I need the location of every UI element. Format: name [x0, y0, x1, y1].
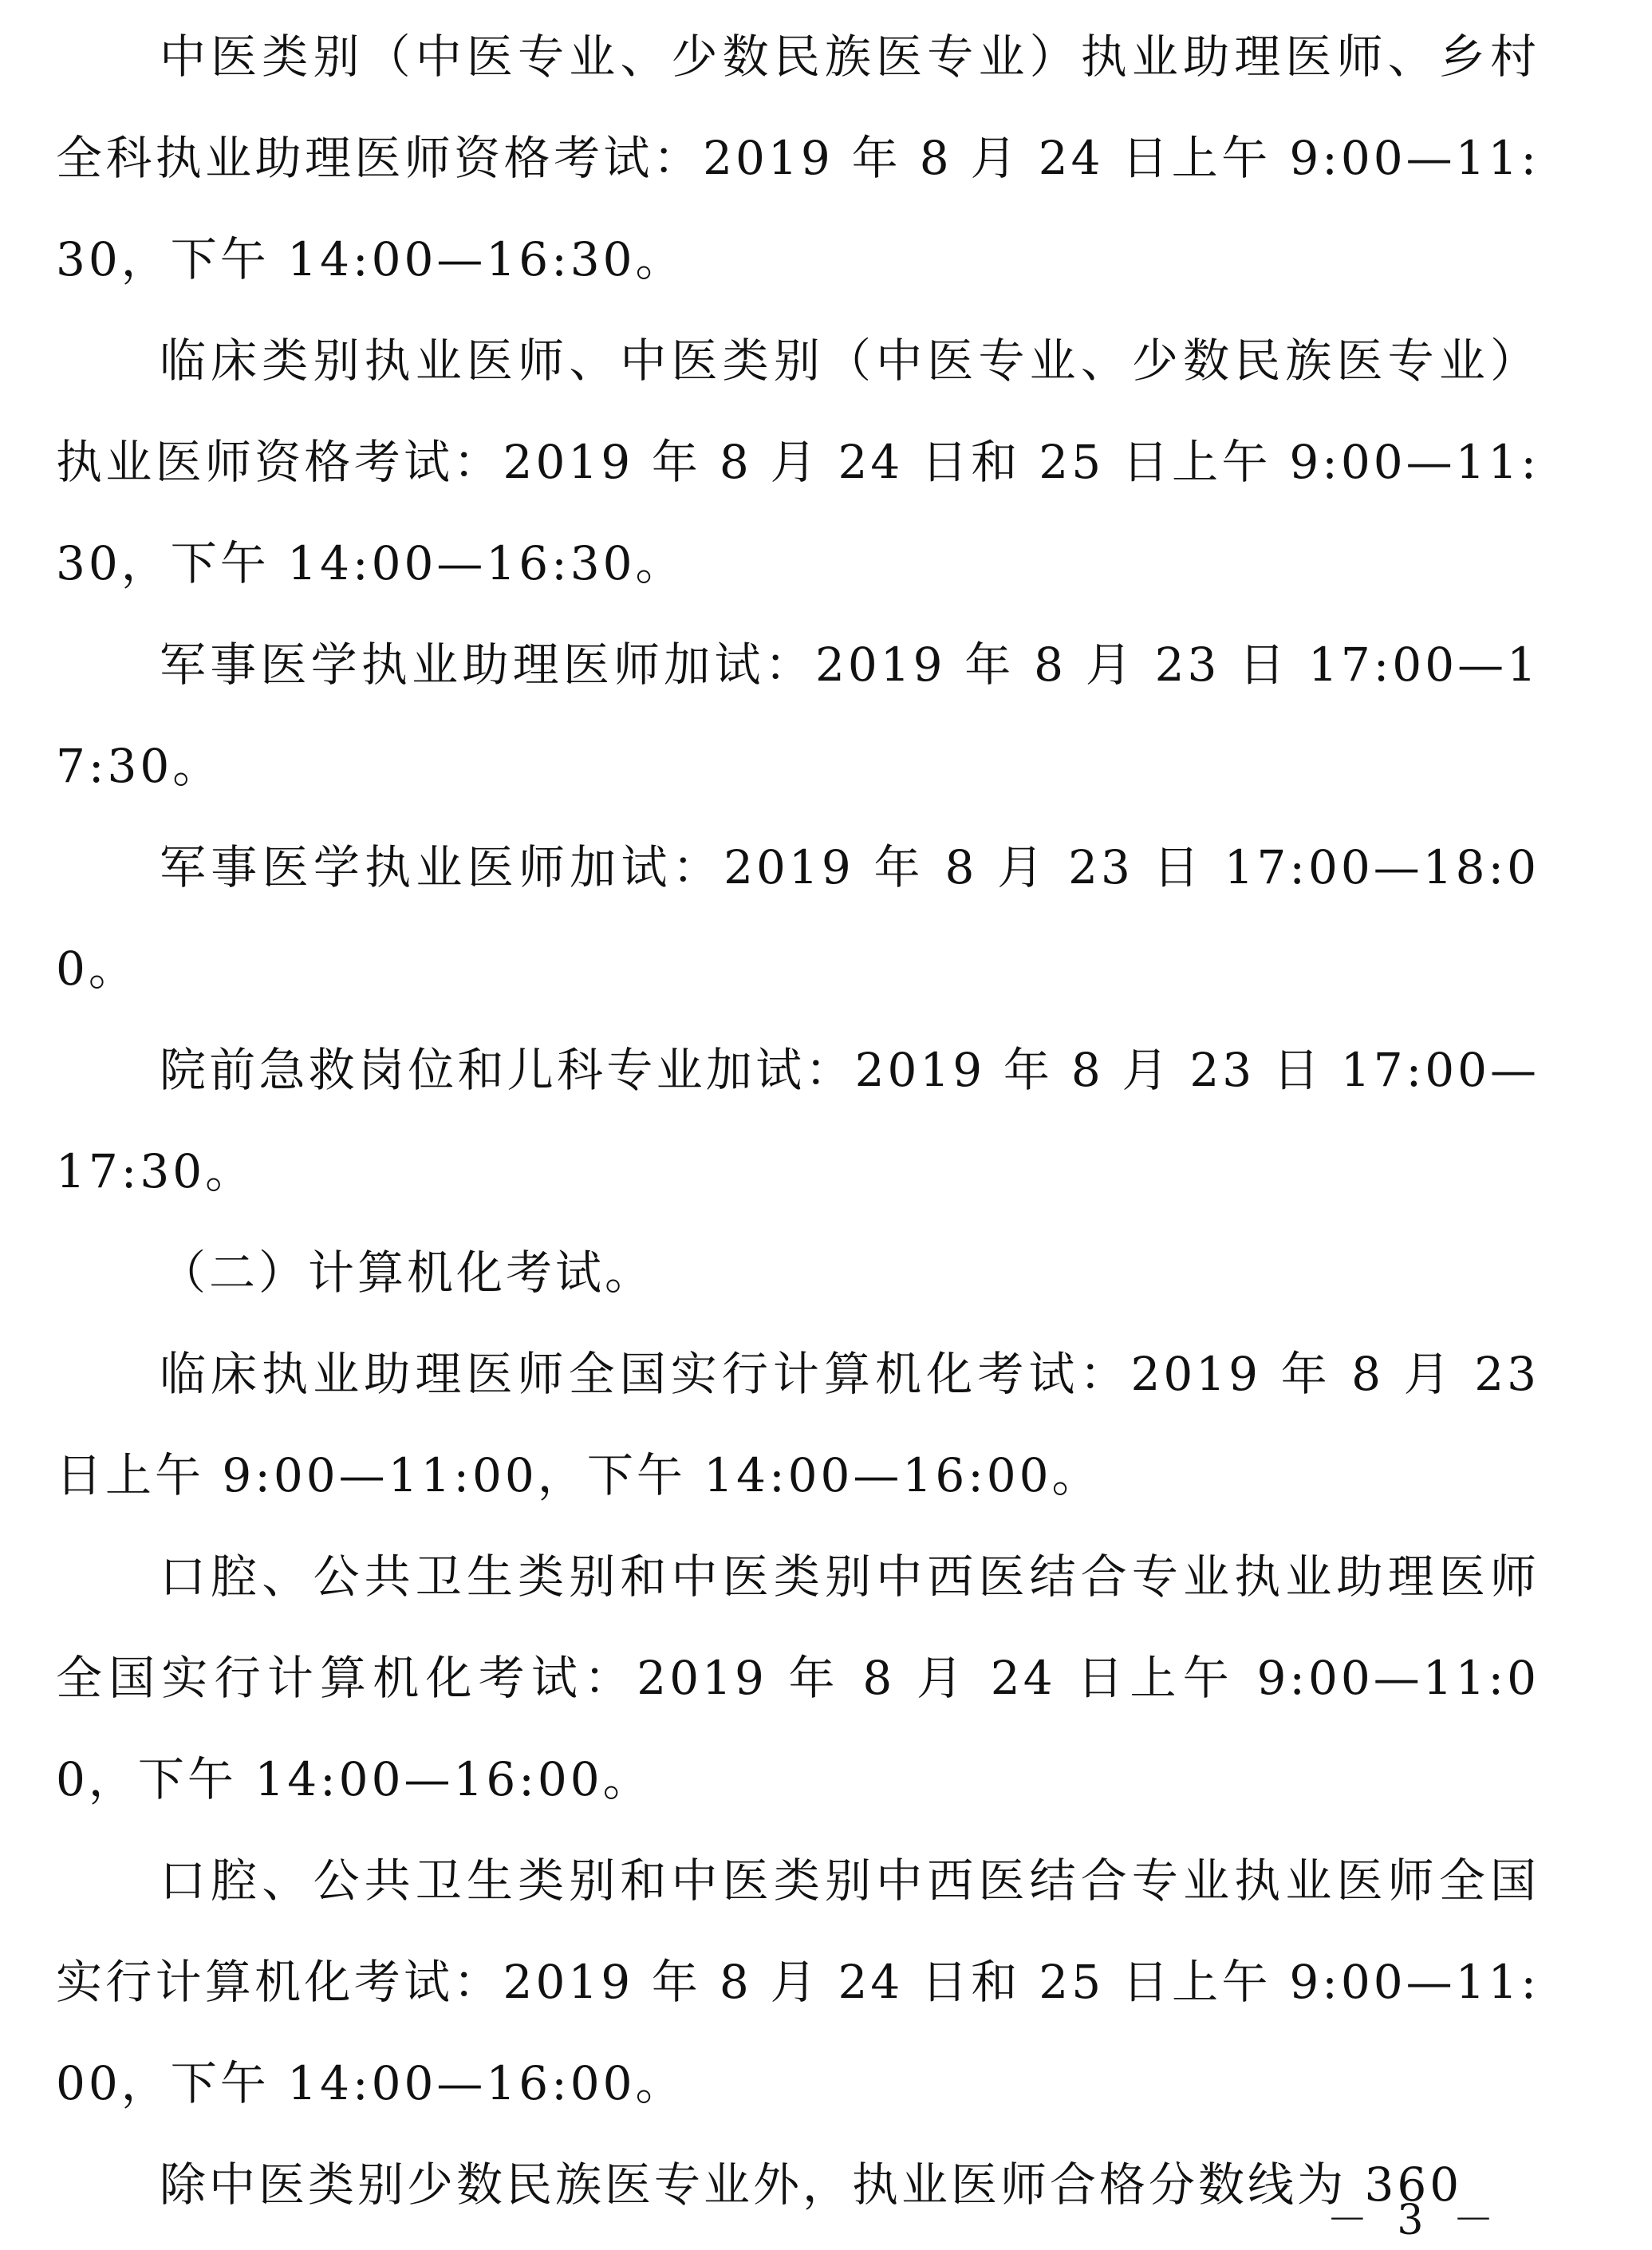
paragraph-passing-score: 除中医类别少数民族医专业外，执业医师合格分数线为 360	[160, 2157, 1463, 2212]
paragraph-military-physician-addon: 军事医学执业医师加试：2019 年 8 月 23 日 17:00—18:00。	[56, 840, 1540, 996]
document-body	[56, 6, 1540, 2236]
paragraph-military-assistant-addon: 军事医学执业助理医师加试：2019 年 8 月 23 日 17:00—17:30。	[56, 638, 1540, 793]
paragraph-clinical-tcm-physician-exam: 临床类别执业医师、中医类别（中医专业、少数民族医专业）执业医师资格考试：2019 年 8 月 24 日和 25 日上午 9:00—11:30，下午 14:00—16:30。	[56, 334, 1540, 590]
paragraph-clinical-assistant-computer-exam: 临床执业助理医师全国实行计算机化考试：2019 年 8 月 23 日上午 9:00—11:00，下午 14:00—16:00。	[56, 1347, 1540, 1502]
page-number: － 3 －	[1326, 2197, 1502, 2244]
section-heading-computerized-exam: （二）计算机化考试。	[160, 1245, 655, 1300]
paragraph-tcm-assistant-exam: 中医类别（中医专业、少数民族医专业）执业助理医师、乡村全科执业助理医师资格考试：2019 年 8 月 24 日上午 9:00—11:30，下午 14:00—16:30。	[56, 30, 1540, 286]
paragraph-emergency-pediatrics-addon: 院前急救岗位和儿科专业加试：2019 年 8 月 23 日 17:00—17:30。	[56, 1043, 1540, 1198]
paragraph-dental-public-health-assistant-exam: 口腔、公共卫生类别和中医类别中西医结合专业执业助理医师全国实行计算机化考试：2019 年 8 月 24 日上午 9:00—11:00，下午 14:00—16:00。	[56, 1549, 1540, 1806]
paragraph-dental-public-health-physician-exam: 口腔、公共卫生类别和中医类别中西医结合专业执业医师全国实行计算机化考试：2019 年 8 月 24 日和 25 日上午 9:00—11:00，下午 14:00—16:00。	[56, 1853, 1540, 2110]
